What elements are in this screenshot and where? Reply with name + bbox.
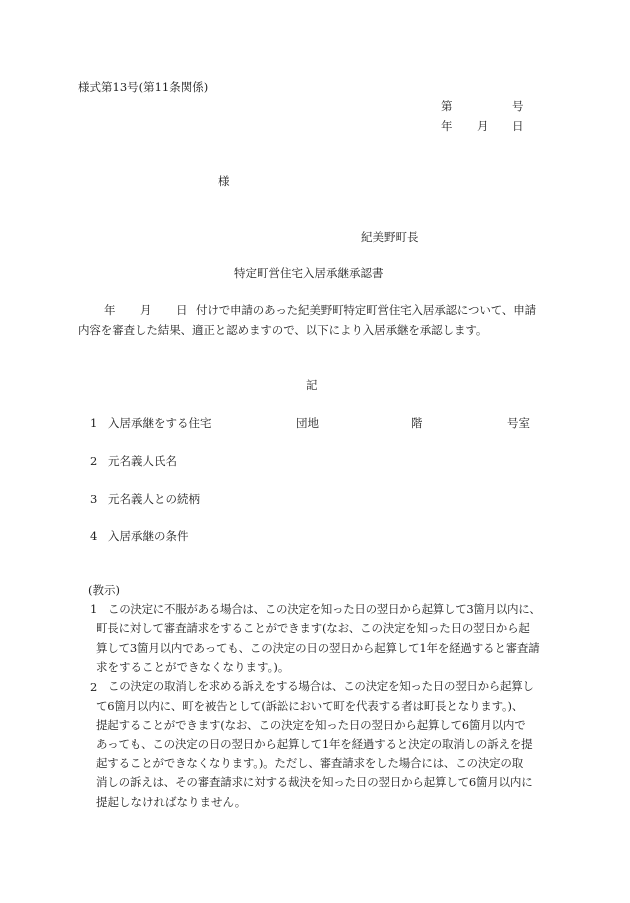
notice-item-1-line-3: 算して3箇月以内であっても、この決定の日の翌日から起算して1年を経過すると審査請	[96, 641, 540, 655]
notice-item-2-line-7: 提起しなければなりません。	[96, 795, 247, 809]
date-month: 月	[477, 119, 489, 133]
body-month: 月	[140, 303, 152, 317]
notice-item-2-line-2: て6箇月以内に、町を被告として(訴訟において町を代表する者は町長となります。)、	[96, 699, 524, 713]
item-4-number: 4	[90, 529, 98, 543]
doc-number-prefix: 第	[441, 99, 453, 113]
item-4-label: 入居承継の条件	[108, 529, 189, 543]
notice-item-1-number: 1	[90, 602, 98, 616]
notice-item-2-number: 2	[90, 680, 98, 694]
ki-heading: 記	[306, 378, 318, 392]
body-line2: 内容を審査した結果、適正と認めますので、以下により入居承継を承認します。	[78, 323, 488, 337]
issuer: 紀美野町長	[361, 230, 419, 244]
notice-item-2-line-4: あっても、この決定の日の翌日から起算して1年を経過すると決定の取消しの訴えを提	[96, 737, 533, 751]
item-2-number: 2	[90, 454, 98, 468]
notice-item-2-line-1: この決定の取消しを求める訴えをする場合は、この決定を知った日の翌日から起算し	[108, 679, 534, 693]
notice-item-1-line-4: 求をすることができなくなります。)。	[96, 660, 290, 674]
item-1-danchi: 団地	[296, 416, 319, 430]
document-title: 特定町営住宅入居承継承認書	[234, 266, 384, 280]
item-3-label: 元名義人との続柄	[108, 492, 200, 506]
notice-item-2-line-6: 消しの訴えは、その審査請求に対する裁決を知った日の翌日から起算して6箇月以内に	[96, 775, 533, 789]
item-1-goshitsu: 号室	[507, 416, 530, 430]
body-year: 年	[104, 303, 116, 317]
item-1-kai: 階	[411, 416, 423, 430]
body-line1: 付けで申請のあった紀美野町特定町営住宅入居承認について、申請	[196, 303, 536, 317]
doc-number-suffix: 号	[512, 99, 524, 113]
notice-item-1-line-1: この決定に不服がある場合は、この決定を知った日の翌日から起算して3箇月以内に、	[108, 602, 541, 616]
notice-item-2-line-3: 提起することができます(なお、この決定を知った日の翌日から起算して6箇月以内で	[96, 718, 526, 732]
notice-heading: (教示)	[88, 583, 120, 597]
item-3-number: 3	[90, 492, 98, 506]
item-1-number: 1	[90, 416, 98, 430]
form-label: 様式第13号(第11条関係)	[78, 80, 209, 94]
item-2-label: 元名義人氏名	[108, 454, 177, 468]
notice-item-1-line-2: 町長に対して審査請求をすることができます(なお、この決定を知った日の翌日から起	[96, 621, 530, 635]
body-day: 日	[176, 303, 188, 317]
addressee-suffix: 様	[218, 174, 230, 188]
date-day: 日	[512, 119, 524, 133]
notice-item-2-line-5: 起することができなくなります。)。ただし、審査請求をした場合には、この決定の取	[96, 756, 524, 770]
item-1-label: 入居承継をする住宅	[108, 416, 212, 430]
date-year: 年	[441, 119, 453, 133]
